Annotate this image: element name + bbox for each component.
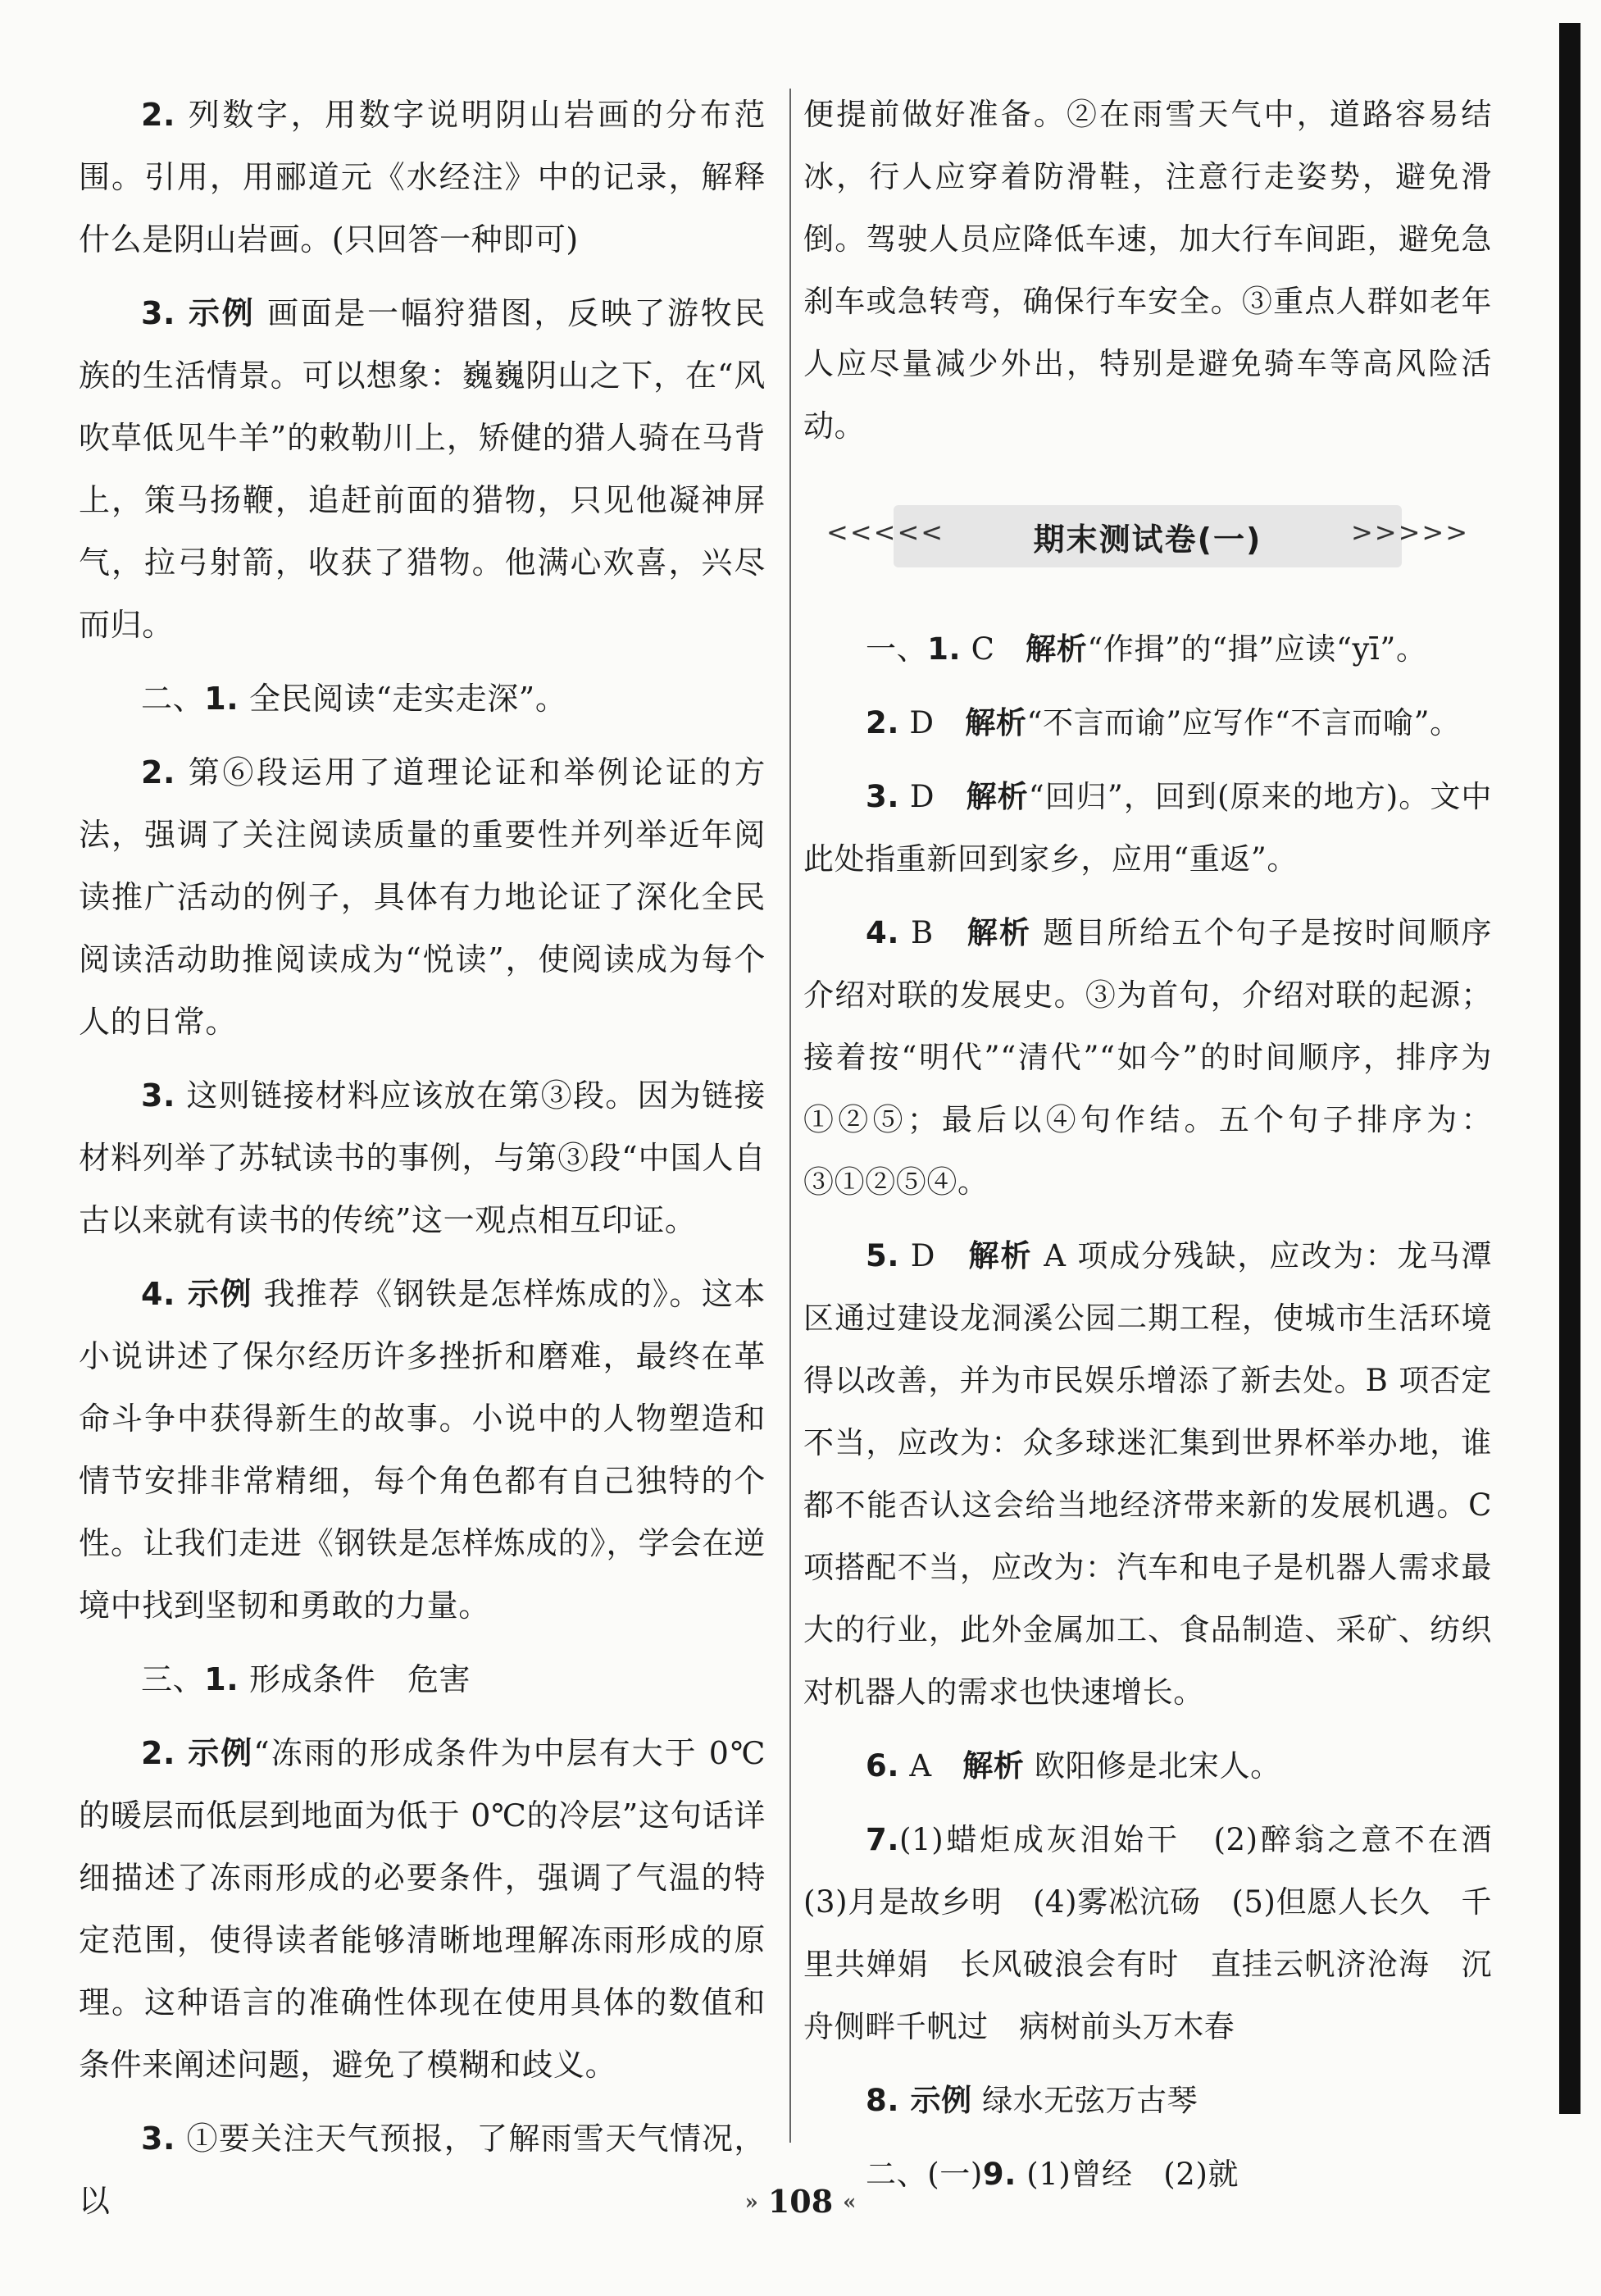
column-divider	[789, 89, 791, 2143]
answer-paragraph: 2. 示例“冻雨的形成条件为中层有大于 0℃的暖层而低层到地面为低于 0℃的冷层”这句话详细描述了冻雨形成的必要条件，强调了气温的特定范围，使得读者能够清晰地理解冻雨形成的原理。这种语言的准确性体现在使用具体的数值和条件来阐述问题，避免了模糊和歧义。	[79, 1735, 766, 2083]
answer-paragraph: 8. 示例 绿水无弦万古琴	[866, 2083, 1198, 2118]
answer-paragraph: 6. A 解析 欧阳修是北宋人。	[866, 1748, 1281, 1784]
answer-paragraph: 2. 列数字，用数字说明阴山岩画的分布范围。引用，用郦道元《水经注》中的记录，解释什么是阴山岩画。(只回答一种即可)	[79, 97, 766, 257]
banner-left-arrows: <<<<<	[826, 517, 945, 548]
answer-paragraph: 3. D 解析“回归”，回到(原来的地方)。文中此处指重新回到家乡，应用“重返”。	[803, 779, 1492, 877]
answer-paragraph: 4. B 解析 题目所给五个句子是按时间顺序介绍对联的发展史。③为首句，介绍对联的起源；接着按“明代”“清代”“如今”的时间顺序，排序为①②⑤；最后以④句作结。五个句子排序为：③①②⑤④。	[803, 915, 1492, 1200]
section-banner	[803, 499, 1492, 574]
answer-paragraph: 三、1. 形成条件 危害	[141, 1661, 471, 1697]
answer-paragraph: 4. 示例 我推荐《钢铁是怎样炼成的》。这本小说讲述了保尔经历许多挫折和磨难，最终在革命斗争中获得新生的故事。小说中的人物塑造和情节安排非常精细，每个角色都有自己独特的个性。让我们走进《钢铁是怎样炼成的》，学会在逆境中找到坚韧和勇敢的力量。	[79, 1276, 766, 1624]
answer-paragraph: 3. ①要关注天气预报，了解雨雪天气情况，以	[79, 2121, 766, 2219]
page-number-value: 108	[767, 2183, 834, 2220]
answer-paragraph: 二、1. 全民阅读“走实走深”。	[141, 681, 567, 717]
answer-paragraph: 7.(1)蜡炬成灰泪始干 (2)醉翁之意不在酒 (3)月是故乡明 (4)雾凇沆砀 (5)但愿人长久 千里共婵娟 长风破浪会有时 直挂云帆济沧海 沉舟侧畔千帆过 病树前头万木春	[803, 1822, 1523, 2044]
answer-paragraph: 一、1. C 解析“作揖”的“揖”应读“yī”。	[866, 631, 1427, 667]
section-title: 期末测试卷(一)	[1033, 521, 1262, 558]
answer-paragraph: 3. 示例 画面是一幅狩猎图，反映了游牧民族的生活情景。可以想象：巍巍阴山之下，在“风吹草低见牛羊”的敕勒川上，矫健的猎人骑在马背上，策马扬鞭，追赶前面的猎物，只见他凝神屏气，拉弓射箭，收获了猎物。他满心欢喜，兴尽而归。	[79, 295, 766, 643]
page-number-right-glyph: «	[843, 2190, 857, 2215]
left-column	[79, 84, 766, 2244]
page-number-left-glyph: »	[744, 2190, 758, 2215]
page-edge-bar	[1559, 23, 1581, 2114]
answer-paragraph: 3. 这则链接材料应该放在第③段。因为链接材料列举了苏轼读书的事例，与第③段“中国人自古以来就有读书的传统”这一观点相互印证。	[79, 1077, 766, 1238]
banner-right-arrows: >>>>>	[1350, 517, 1469, 548]
page-number	[0, 2183, 1601, 2220]
answer-paragraph: 二、(一)9. (1)曾经 (2)就	[866, 2157, 1239, 2192]
answer-paragraph: 5. D 解析 A 项成分残缺，应改为：龙马潭区通过建设龙洞溪公园二期工程，使城市生活环境得以改善，并为市民娱乐增添了新去处。B 项否定不当，应改为：众多球迷汇集到世界杯举办地，谁都不能否认这会给当地经济带来新的发展机遇。C 项搭配不当，应改为：汽车和电子是机器人需求最大的行业，此外金属加工、食品制造、采矿、纺织对机器人的需求也快速增长。	[803, 1238, 1503, 1710]
answer-paragraph: 2. 第⑥段运用了道理论证和举例论证的方法，强调了关注阅读质量的重要性并列举近年阅读推广活动的例子，具体有力地论证了深化全民阅读活动助推阅读成为“悦读”，使阅读成为每个人的日常。	[79, 754, 766, 1040]
right-column	[803, 84, 1523, 2217]
answer-paragraph: 2. D 解析“不言而谕”应写作“不言而喻”。	[866, 705, 1461, 740]
answer-paragraph: 便提前做好准备。②在雨雪天气中，道路容易结冰，行人应穿着防滑鞋，注意行走姿势，避免滑倒。驾驶人员应降低车速，加大行车间距，避免急刹车或急转弯，确保行车安全。③重点人群如老年人应尽量减少外出，特别是避免骑车等高风险活动。	[803, 97, 1492, 444]
